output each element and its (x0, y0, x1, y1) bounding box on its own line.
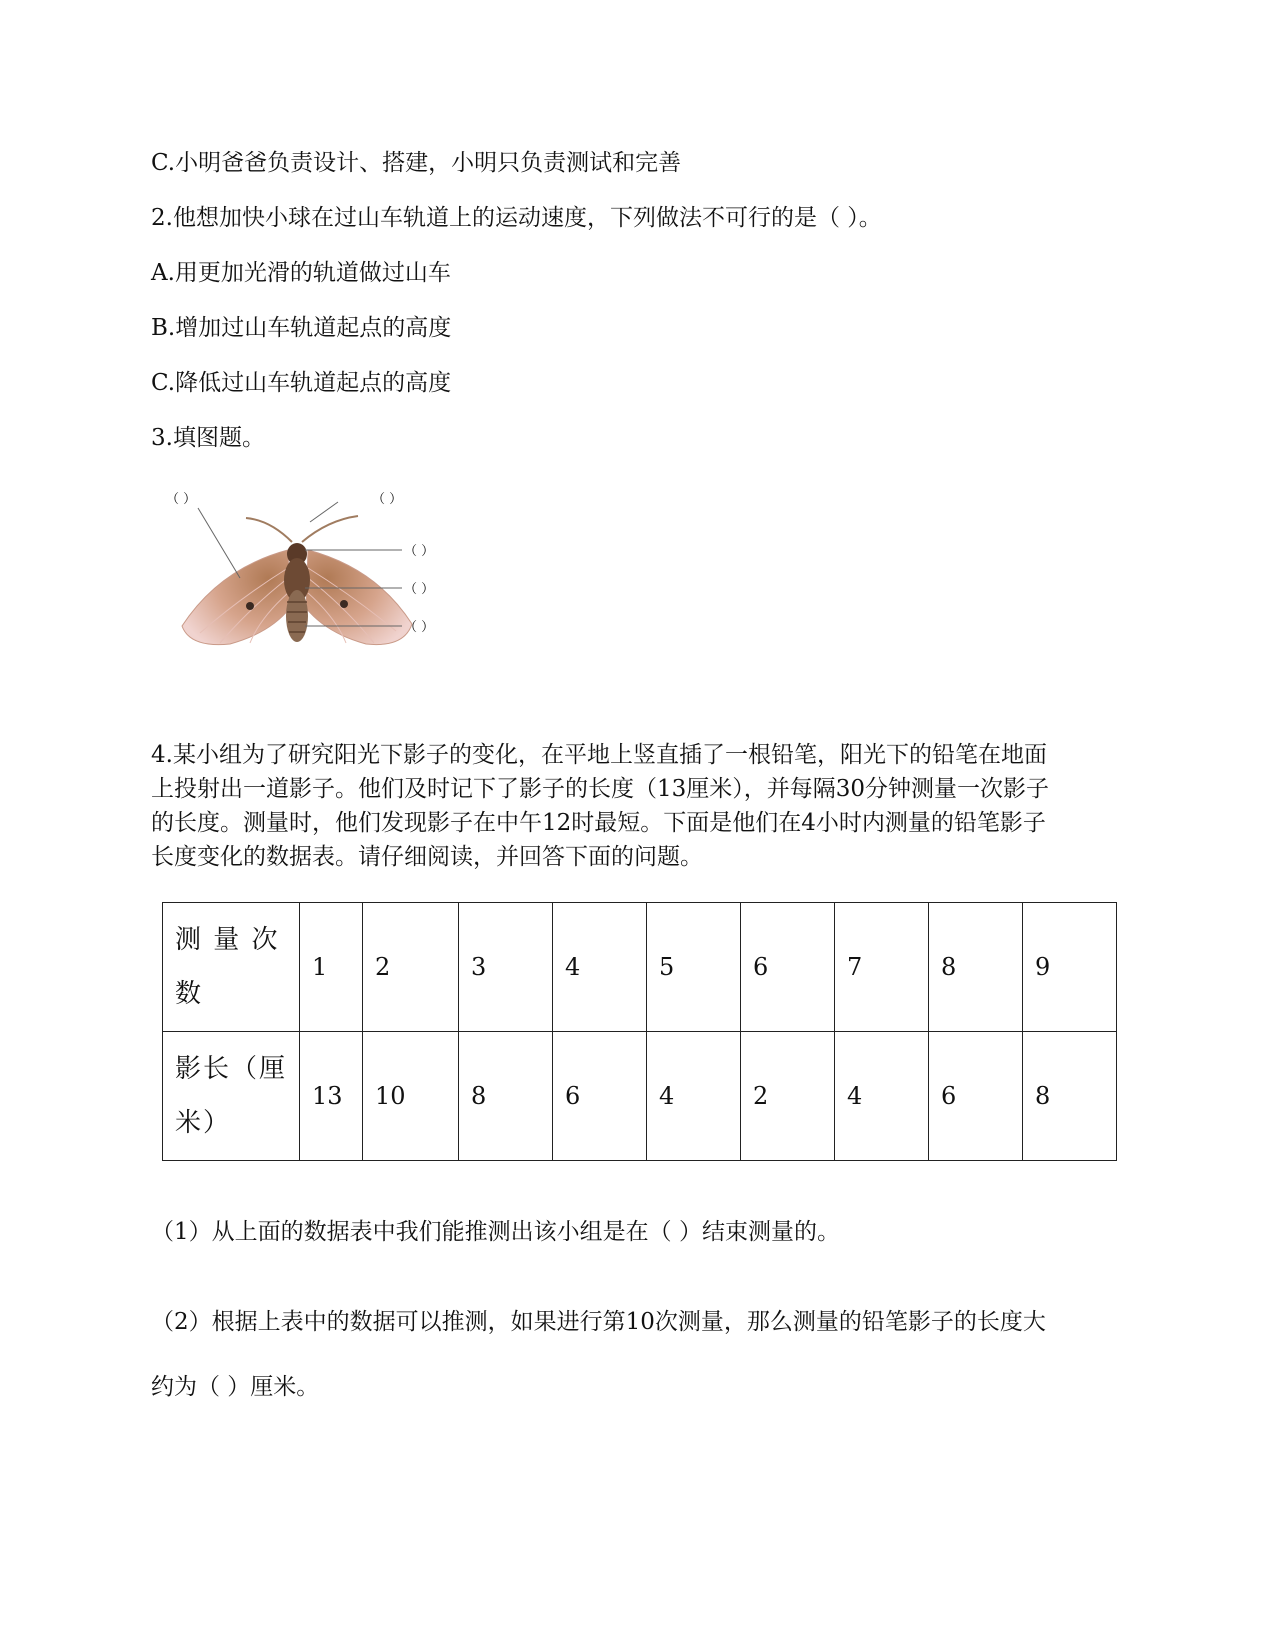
row-header-count: 测 量 次 数 (163, 903, 300, 1032)
table-cell: 6 (741, 903, 835, 1032)
sub-question-2-line-2: 约为（ ）厘米。 (151, 1374, 320, 1400)
table-cell: 6 (929, 1032, 1023, 1161)
blank-label-2: （ ） (372, 492, 403, 507)
question-3: 3.填图题。 (151, 425, 265, 451)
question-4-line-4: 长度变化的数据表。请仔细阅读，并回答下面的问题。 (151, 844, 703, 870)
option-a: A.用更加光滑的轨道做过山车 (151, 260, 451, 286)
blank-label-5: （ ） (404, 620, 435, 635)
option-b: B.增加过山车轨道起点的高度 (151, 315, 452, 341)
blank-label-1: （ ） (166, 492, 197, 507)
question-4-line-1: 4.某小组为了研究阳光下影子的变化，在平地上竖直插了一根铅笔，阳光下的铅笔在地面 (151, 742, 1047, 768)
question-4-line-3: 的长度。测量时，他们发现影子在中午12时最短。下面是他们在4小时内测量的铅笔影子 (151, 810, 1046, 836)
table-row (163, 903, 1117, 1032)
table-row (163, 1032, 1117, 1161)
table-cell: 5 (647, 903, 741, 1032)
table-cell: 8 (1023, 1032, 1117, 1161)
option-c-line: C.小明爸爸负责设计、搭建，小明只负责测试和完善 (151, 150, 682, 176)
moth-diagram (160, 492, 520, 678)
table-cell: 8 (929, 903, 1023, 1032)
table-cell: 7 (835, 903, 929, 1032)
table-cell: 4 (647, 1032, 741, 1161)
table-cell: 4 (835, 1032, 929, 1161)
table-cell: 13 (300, 1032, 363, 1161)
moth-illustration (160, 498, 520, 678)
question-2: 2.他想加快小球在过山车轨道上的运动速度，下列做法不可行的是（ ）。 (151, 205, 882, 231)
table-cell: 8 (459, 1032, 553, 1161)
table-cell: 4 (553, 903, 647, 1032)
question-4 (151, 738, 1121, 874)
table-cell: 1 (300, 903, 363, 1032)
sub-question-1: （1）从上面的数据表中我们能推测出该小组是在（ ）结束测量的。 (151, 1219, 840, 1245)
row-header-length: 影长（厘米） (163, 1032, 300, 1161)
option-c: C.降低过山车轨道起点的高度 (151, 370, 452, 396)
blank-label-3: （ ） (404, 544, 435, 559)
blank-label-4: （ ） (404, 582, 435, 597)
table-cell: 10 (363, 1032, 459, 1161)
shadow-length-table (162, 902, 1117, 1161)
table-cell: 3 (459, 903, 553, 1032)
table-cell: 2 (363, 903, 459, 1032)
sub-question-2-line-1: （2）根据上表中的数据可以推测，如果进行第10次测量，那么测量的铅笔影子的长度大 (151, 1309, 1046, 1335)
table-cell: 9 (1023, 903, 1117, 1032)
question-4-line-2: 上投射出一道影子。他们及时记下了影子的长度（13厘米），并每隔30分钟测量一次影子 (151, 776, 1050, 802)
table-cell: 6 (553, 1032, 647, 1161)
table-cell: 2 (741, 1032, 835, 1161)
